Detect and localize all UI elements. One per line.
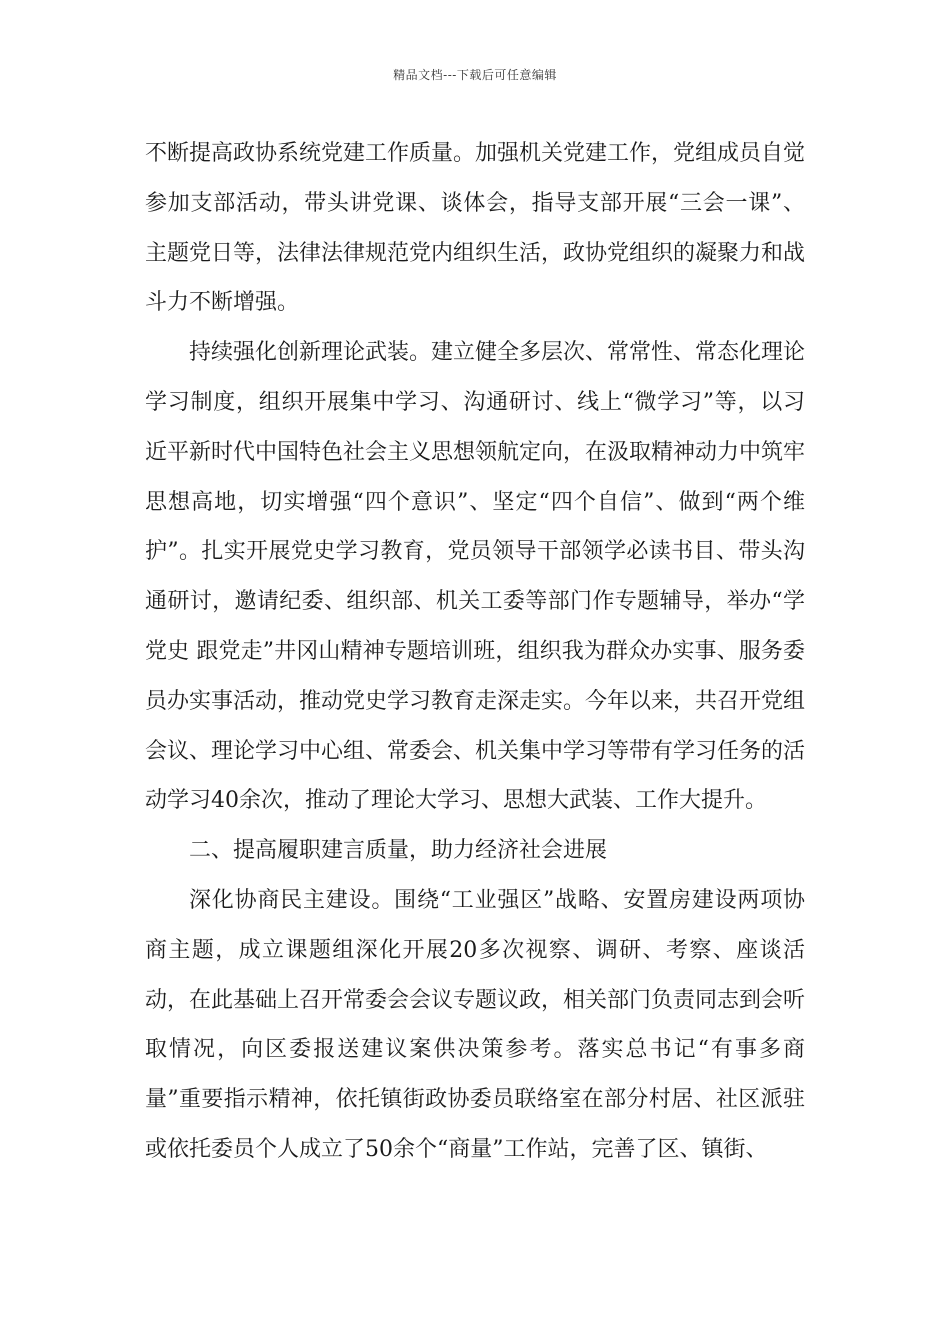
paragraph-party-building: 不断提高政协系统党建工作质量。加强机关党建工作，党组成员自觉参加支部活动，带头讲党课、谈体会，指导支部开展“三会一课”、主题党日等，法律法律规范党内组织生活，政协党组织的凝聚力和战斗力不断增强。 <box>145 141 806 316</box>
paragraph-consultative-democracy: 深化协商民主建设。围绕“工业强区”战略、安置房建设两项协商主题，成立课题组深化开展20多次视察、调研、考察、座谈活动，在此基础上召开常委会会议专题议政，相关部门负责同志到会听取情况，向区委报送建议案供决策参考。落实总书记“有事多商量”重要指示精神，依托镇街政协委员联络室在部分村居、社区派驻或依托委员个人成立了50余个“商量”工作站，完善了区、镇街、 <box>145 887 806 1162</box>
document-body <box>145 129 805 1175</box>
section-heading: 二、提高履职建言质量，助力经济社会进展 <box>189 838 608 864</box>
page-header: 精品文档---下载后可任意编辑 <box>393 68 557 82</box>
paragraph-theory-study: 持续强化创新理论武装。建立健全多层次、常常性、常态化理论学习制度，组织开展集中学习、沟通研讨、线上“微学习”等，以习近平新时代中国特色社会主义思想领航定向，在汲取精神动力中筑牢思想高地，切实增强“四个意识”、坚定“四个自信”、做到“两个维护”。扎实开展党史学习教育，党员领导干部领学必读书目、带头沟通研讨，邀请纪委、组织部、机关工委等部门作专题辅导，举办“学党史 跟党走”井冈山精神专题培训班，组织我为群众办实事、服务委员办实事活动，推动党史学习教育走深走实。今年以来，共召开党组会议、理论学习中心组、常委会、机关集中学习等带有学习任务的活动学习40余次，推动了理论大学习、思想大武装、工作大提升。 <box>145 340 806 814</box>
